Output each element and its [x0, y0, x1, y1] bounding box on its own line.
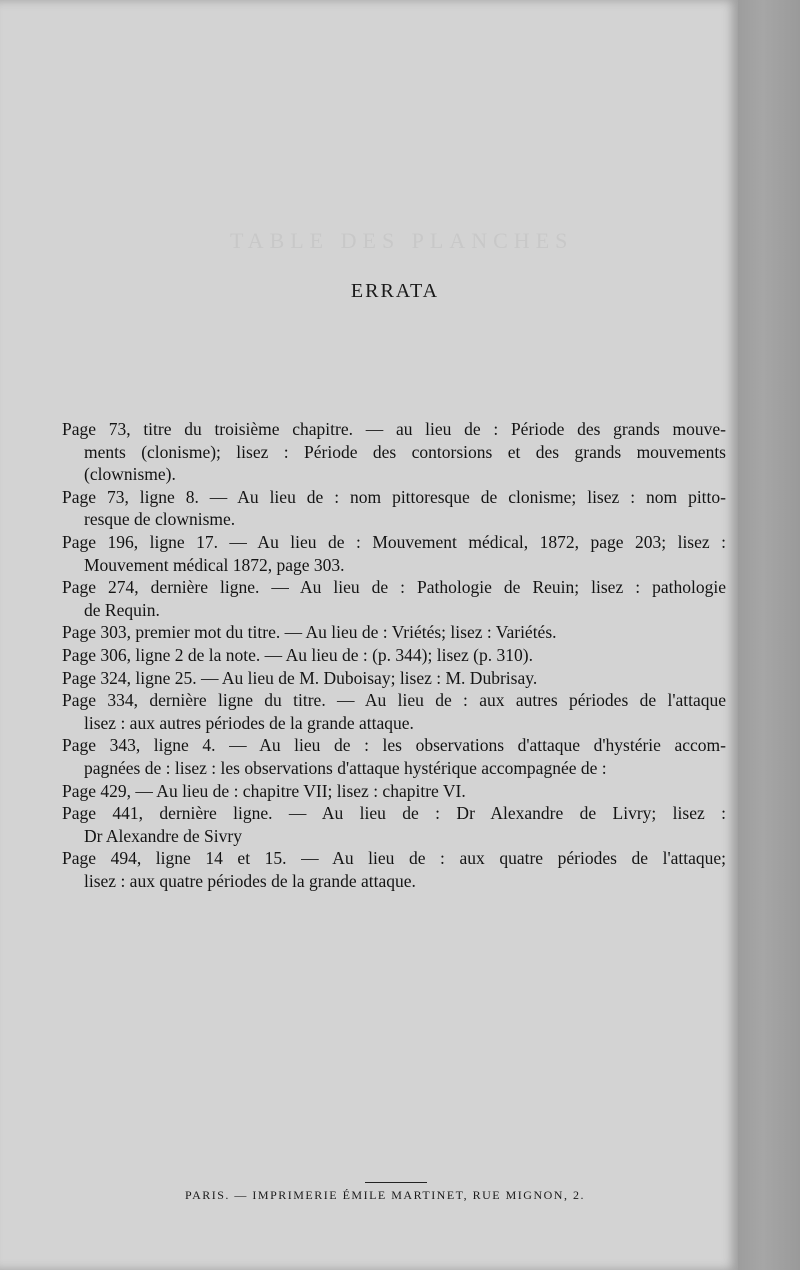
- errata-entry: [62, 531, 726, 576]
- errata-list: [62, 418, 726, 892]
- entry-line: Page 73, ligne 8. — Au lieu de : nom pittoresque de clonisme; lisez : nom pitto-: [62, 486, 726, 507]
- errata-entry: [62, 667, 726, 690]
- printer-imprint: PARIS. — IMPRIMERIE ÉMILE MARTINET, RUE MIGNON, 2.: [185, 1188, 585, 1202]
- entry-line: resque de clownisme.: [84, 509, 236, 530]
- errata-entry: [62, 576, 726, 621]
- bleed-through-text: TABLE DES PLANCHES: [230, 228, 574, 253]
- entry-line: (clownisme).: [84, 464, 176, 485]
- errata-entry: [62, 734, 726, 779]
- entry-line: Mouvement médical 1872, page 303.: [84, 554, 345, 575]
- entry-line: Page 343, ligne 4. — Au lieu de : les observations d'attaque d'hystérie accom-: [62, 735, 726, 756]
- entry-line: Page 324, ligne 25. — Au lieu de M. Duboisay; lisez : M. Dubrisay.: [62, 667, 538, 688]
- entry-line: Dr Alexandre de Sivry: [84, 825, 242, 846]
- footer-rule: [365, 1182, 427, 1183]
- entry-line: Page 274, dernière ligne. — Au lieu de : Pathologie de Reuin; lisez : pathologie: [62, 577, 726, 598]
- entry-line: Page 196, ligne 17. — Au lieu de : Mouvement médical, 1872, page 203; lisez :: [62, 531, 726, 552]
- entry-line: Page 73, titre du troisième chapitre. — au lieu de : Période des grands mouve-: [62, 419, 726, 439]
- entry-line: lisez : aux quatre périodes de la grande attaque.: [84, 870, 416, 891]
- entry-line: Page 441, dernière ligne. — Au lieu de : Dr Alexandre de Livry; lisez :: [62, 803, 726, 824]
- entry-line: lisez : aux autres périodes de la grande attaque.: [84, 712, 414, 733]
- errata-entry: [62, 847, 726, 892]
- entry-line: Page 303, premier mot du titre. — Au lieu de : Vriétés; lisez : Variétés.: [62, 622, 557, 643]
- errata-entry: [62, 644, 726, 667]
- errata-entry: [62, 689, 726, 734]
- facing-page-edge: [738, 0, 800, 1270]
- page-title: ERRATA: [350, 280, 440, 302]
- entry-line: pagnées de : lisez : les observations d'attaque hystérique accompagnée de :: [84, 757, 607, 778]
- entry-line: de Requin.: [84, 599, 160, 620]
- errata-entry: [62, 418, 726, 486]
- entry-line: ments (clonisme); lisez : Période des contorsions et des grands mouvements: [84, 441, 726, 462]
- errata-entry: [62, 780, 726, 803]
- entry-line: Page 429, — Au lieu de : chapitre VII; lisez : chapitre VI.: [62, 780, 466, 801]
- errata-entry: [62, 621, 726, 644]
- entry-line: Page 494, ligne 14 et 15. — Au lieu de : aux quatre périodes de l'attaque;: [62, 848, 726, 869]
- entry-line: Page 334, dernière ligne du titre. — Au lieu de : aux autres périodes de l'attaque: [62, 690, 726, 711]
- errata-entry: [62, 486, 726, 531]
- entry-line: Page 306, ligne 2 de la note. — Au lieu de : (p. 344); lisez (p. 310).: [62, 644, 533, 665]
- errata-entry: [62, 802, 726, 847]
